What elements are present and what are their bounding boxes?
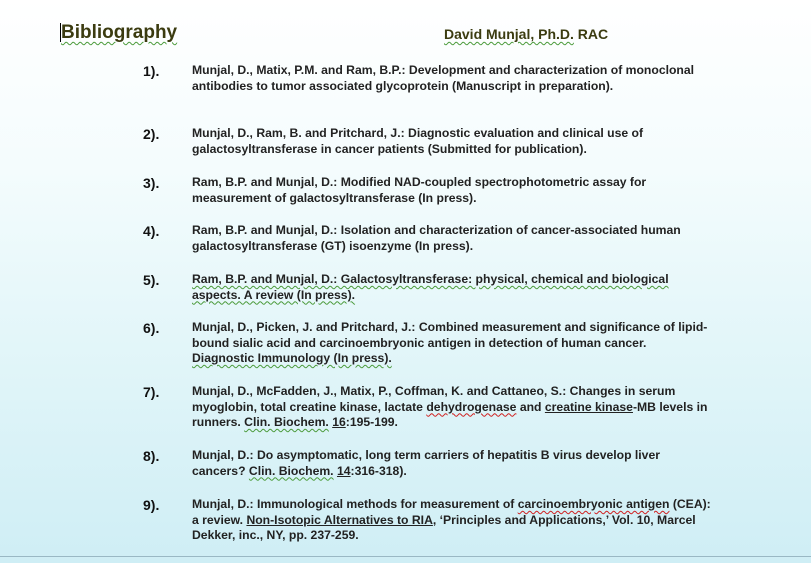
citation-segment: 16	[332, 415, 346, 429]
entry-number: 8).	[143, 448, 160, 464]
citation-segment: Munjal, D., Matix, P.M. and Ram, B.P.: Development and characterization of monoclonal antibodies to tumor associated glycoprotein (Manuscript in preparation).	[192, 63, 695, 93]
entry-number: 5).	[143, 272, 160, 288]
entry-citation	[192, 223, 712, 254]
entry-number: 9).	[143, 497, 160, 513]
citation-segment: Diagnostic Immunology (In press).	[192, 351, 392, 365]
citation-segment: :316-318).	[350, 463, 407, 478]
entry-citation	[192, 320, 712, 367]
page-bottom-rule	[0, 556, 811, 557]
citation-segment: Munjal, D., McFadden, J., Matix, P., Coffman, K. and Cattaneo, S.: Changes in serum myoglobin, total creatine kinase, lactate	[192, 384, 676, 414]
citation-segment: , ‘Principles and Applications,’ Vol. 10, Marcel Dekker, inc., NY, pp. 237-259.	[192, 512, 696, 542]
citation-segment: dehydrogenase	[426, 399, 517, 414]
citation-segment: and	[516, 399, 545, 414]
citation-segment: Ram, B.P. and Munjal, D.: Galactosyltransferase: physical, chemical and biological aspects. A review (In press).	[192, 272, 669, 302]
entry-number: 6).	[143, 320, 160, 336]
entry-citation	[192, 497, 712, 544]
citation-segment: Munjal, D.: Do asymptomatic, long term carriers of hepatitis B virus develop liver cancers?	[192, 448, 660, 478]
entry-citation	[192, 63, 712, 94]
entry-citation	[192, 272, 712, 303]
entry-citation	[192, 448, 712, 479]
citation-segment: Munjal, D.: Immunological methods for measurement of	[192, 497, 518, 511]
entry-number: 3).	[143, 175, 160, 191]
entry-number: 2).	[143, 126, 160, 142]
citation-segment: Ram, B.P. and Munjal, D.: Isolation and characterization of cancer-associated human galactosyltransferase (GT) isoenzyme (In press).	[192, 223, 681, 253]
page-title: Bibliography	[61, 22, 178, 43]
entry-citation	[192, 126, 712, 157]
author-line	[444, 26, 608, 42]
entry-number: 4).	[143, 223, 160, 239]
citation-segment: 14	[336, 463, 351, 478]
entry-citation	[192, 175, 712, 206]
entry-number: 1).	[143, 63, 160, 79]
entry-citation	[192, 384, 712, 431]
citation-segment: carcinoembryonic antigen	[517, 497, 670, 511]
citation-segment: -MB levels in runners.	[192, 399, 708, 429]
citation-segment: creatine kinase	[544, 399, 633, 414]
citation-segment: Clin. Biochem.	[244, 415, 329, 429]
citation-segment: :195-199.	[345, 415, 398, 429]
citation-segment: Non-Isotopic Alternatives to RIA	[246, 512, 433, 527]
citation-segment: Munjal, D., Ram, B. and Pritchard, J.: Diagnostic evaluation and clinical use of galactosyltransferase in cancer patients (Submitted for publication).	[192, 126, 644, 156]
citation-segment: Munjal, D., Picken, J. and Pritchard, J.: Combined measurement and significance of lipid-bound sialic acid and carcinoembryonic antigen in detection of human cancer.	[192, 320, 708, 350]
citation-segment: Clin. Biochem.	[248, 463, 334, 478]
author-name: David Munjal, Ph.D.	[444, 26, 574, 42]
citation-segment: (CEA): a review.	[192, 497, 711, 527]
citation-segment: Ram, B.P. and Munjal, D.: Modified NAD-coupled spectrophotometric assay for measurement of galactosyltransferase (In press).	[192, 175, 647, 205]
author-credential: RAC	[577, 26, 609, 42]
entry-number: 7).	[143, 384, 160, 400]
